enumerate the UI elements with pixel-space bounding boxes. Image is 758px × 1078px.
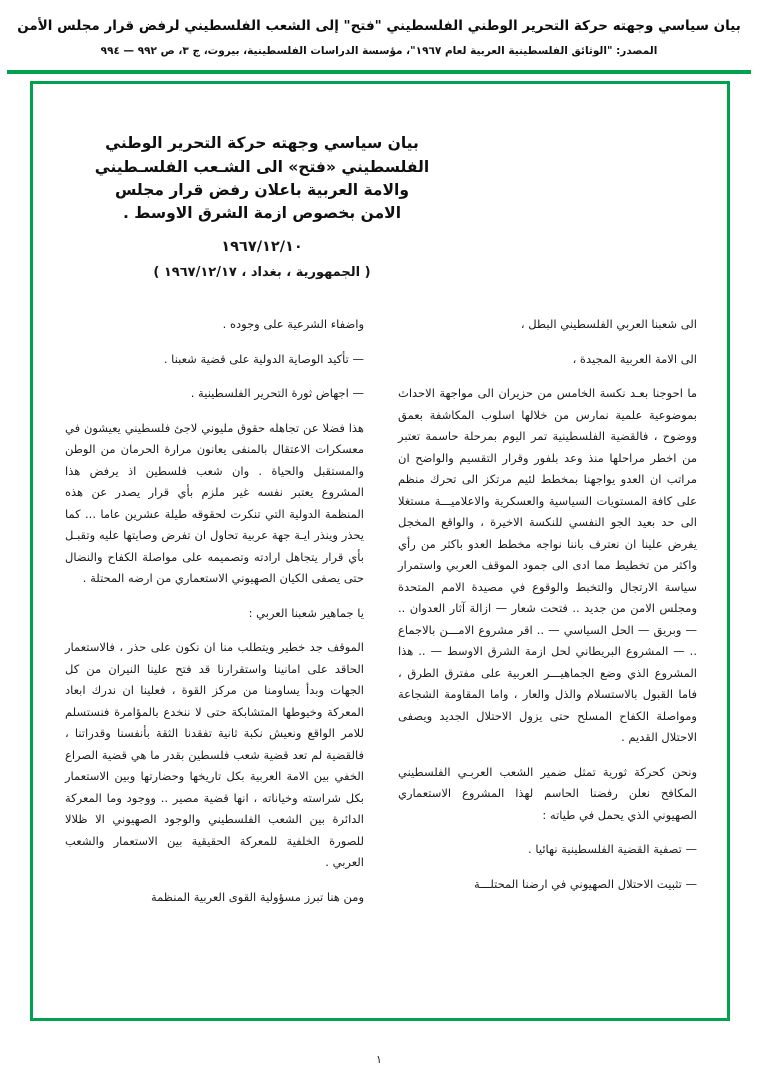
body-paragraph: يا جماهير شعبنا العربي :	[248, 605, 364, 620]
document-title-line: الفلسطيني «فتح» الى الشـعب الفلسـطيني	[94, 157, 430, 176]
document-title-line: الامن بخصوص ازمة الشرق الاوسط .	[122, 204, 402, 222]
body-paragraph: — تصفية القضية الفلسطينية نهائيا .	[528, 842, 697, 857]
header-source: المصدر: "الوثائق الفلسطينية العربية لعام ١٩٦٧"، مؤسسة الدراسات الفلسطينية، بيروت، ج ٣، ص ٩٩٢ — ٩٩٤	[100, 45, 658, 58]
body-paragraph: ما احوجنا بعـد نكسة الخامس من حزيران الى مواجهة الاحداث بموضوعية علمية نمارس من خلالها اسلوب المكاشفة بعمق ووضوح ، فالقضية الفلسطينية تمر اليوم بمرحلة حاسمة تعتبر من اخطر مراحلها منذ وعد بلفور وقرار التقسيم والواضح ان مراتب ان العدو يواجهنا بمخطط لئيم مرتكز الى تحرك منظم على كافة المستويات السياسية والعسكرية والاعلاميـــة مستغلا الى حد بعيد الجو النفسي للنكسة الاخيرة ، والواقع المخجل يفرض علينا ان نعترف باننا نواجه مخطط العدو باكثر من رأي واكثر من تخطيط مما ادى الى جمود الموقف العربي واستمرار سياسة الارتجال والتخبط والوقوع في مصيدة الامم المتحدة ومجلس الامن من جديد .. فتحت شعار — ازالة آثار العدوان .. — وبريق — الحل السياسي — .. اقر مشروع الامـــن بالاجماع .. — المشروع البريطاني لحل ازمة الشرق الاوسط — .. هذا المشروع الذي وضع الجماهيـــر العربية على مفترق الطرق ، فاما القبول بالاستسلام والذل والعار ، واما المقاومة الشجاعة ومواصلة الكفاح المسلح حتى يزول الاحتلال الجديد ويصفى الاحتلال القديم .	[398, 386, 697, 745]
body-paragraph: الى الامة العربية المجيدة ،	[572, 351, 697, 366]
page-number: ١	[376, 1053, 382, 1066]
body-paragraph: الى شعبنا العربي الفلسطيني البطل ،	[520, 317, 697, 332]
header-title: بيان سياسي وجهته حركة التحرير الوطني الفلسطيني "فتح" إلى الشعب الفلسطيني لرفض قرار مجلس الأمن	[17, 18, 741, 34]
document-title-block	[87, 132, 437, 280]
document-title-line: بيان سياسي وجهته حركة التحرير الوطني	[105, 134, 419, 153]
header-divider	[7, 70, 751, 74]
document-scan-frame	[30, 81, 730, 1021]
body-paragraph: — تثبيت الاحتلال الصهيوني في ارضنا المحتلـــة	[474, 876, 697, 891]
body-paragraph: الموقف جد خطير ويتطلب منا ان نكون على حذر ، فالاستعمار الحاقد على امانينا واستقرارنا قد فتح علينا النيران من كل الجهات وبدأ يساومنا من مركز القوة ، فعلينا ان ندرك ابعاد المعركة وخيوطها المتشابكة حتى لا ننخدع بالمؤامرة فنستسلم للامر الواقع ونعيش نكبة ثانية تفقدنا الثقة بأنفسنا وقدراتنا ، فالقضية لم تعد قضية شعب فلسطين بقدر ما هي قضية الصراع الخفي بين الامة العربية بكل تاريخها وحضارتها وبين الاستعمار بكل شراسته وخياناته ، انها قضية مصير .. ووجود وما المعركة الدائرة بين الشعب الفلسطيني والوجود الصهيوني الا ظلالا للصورة الخلفية للمعركة الحقيقية بين الاستعمار والشعب العربي .	[65, 640, 364, 870]
body-paragraph: واضفاء الشرعية على وجوده .	[222, 317, 364, 332]
body-paragraph: — اجهاض ثورة التحرير الفلسطينية .	[190, 386, 364, 401]
document-header	[0, 0, 758, 61]
body-paragraph: ونحن كحركة ثورية تمثل ضمير الشعب العربـي الفلسطيني المكافح نعلن رفضنا الحاسم لهذا المشروع الاستعماري الصهيوني الذي يحمل في طياته :	[398, 764, 697, 822]
body-paragraph: ومن هنا تبرز مسؤولية القوى العربية المنظمة	[150, 889, 364, 904]
document-attribution: ( الجمهورية ، بغداد ، ١٩٦٧/١٢/١٧ )	[153, 265, 371, 281]
document-body	[33, 280, 727, 921]
document-title-line: والامة العربية باعلان رفض قرار مجلس	[114, 180, 409, 199]
document-title	[87, 132, 437, 225]
body-paragraph: — تأكيد الوصاية الدولية على قضية شعبنا .	[163, 351, 364, 366]
body-paragraph: هذا فضلا عن تجاهله حقوق مليوني لاجئ فلسطيني يعيشون في معسكرات الاعتقال بالمنفى يعانون مرارة الحرمان من الوطن والمستقبل والحياة . وان شعب فلسطين اذ يرفض هذا المشروع يعتبر نفسه غير ملزم بأي قرار يصدر عن هذه المنظمة الدولية التي تنكرت لحقوقه طيلة عشرين عاما ... كما يحذر وينذر ايـة جهة عربية تحاول ان تفرض وصايتها عليه وتقبـل بأي قرار يتجاهل ارادته وتصميمه على مواصلة الكفاح والنضال حتى يصفى الكيان الصهيوني الاستعماري من ارضه المحتلة .	[65, 420, 364, 586]
column-right	[398, 314, 697, 921]
document-date: ١٩٦٧/١٢/١٠	[221, 239, 303, 256]
column-left	[65, 314, 364, 921]
